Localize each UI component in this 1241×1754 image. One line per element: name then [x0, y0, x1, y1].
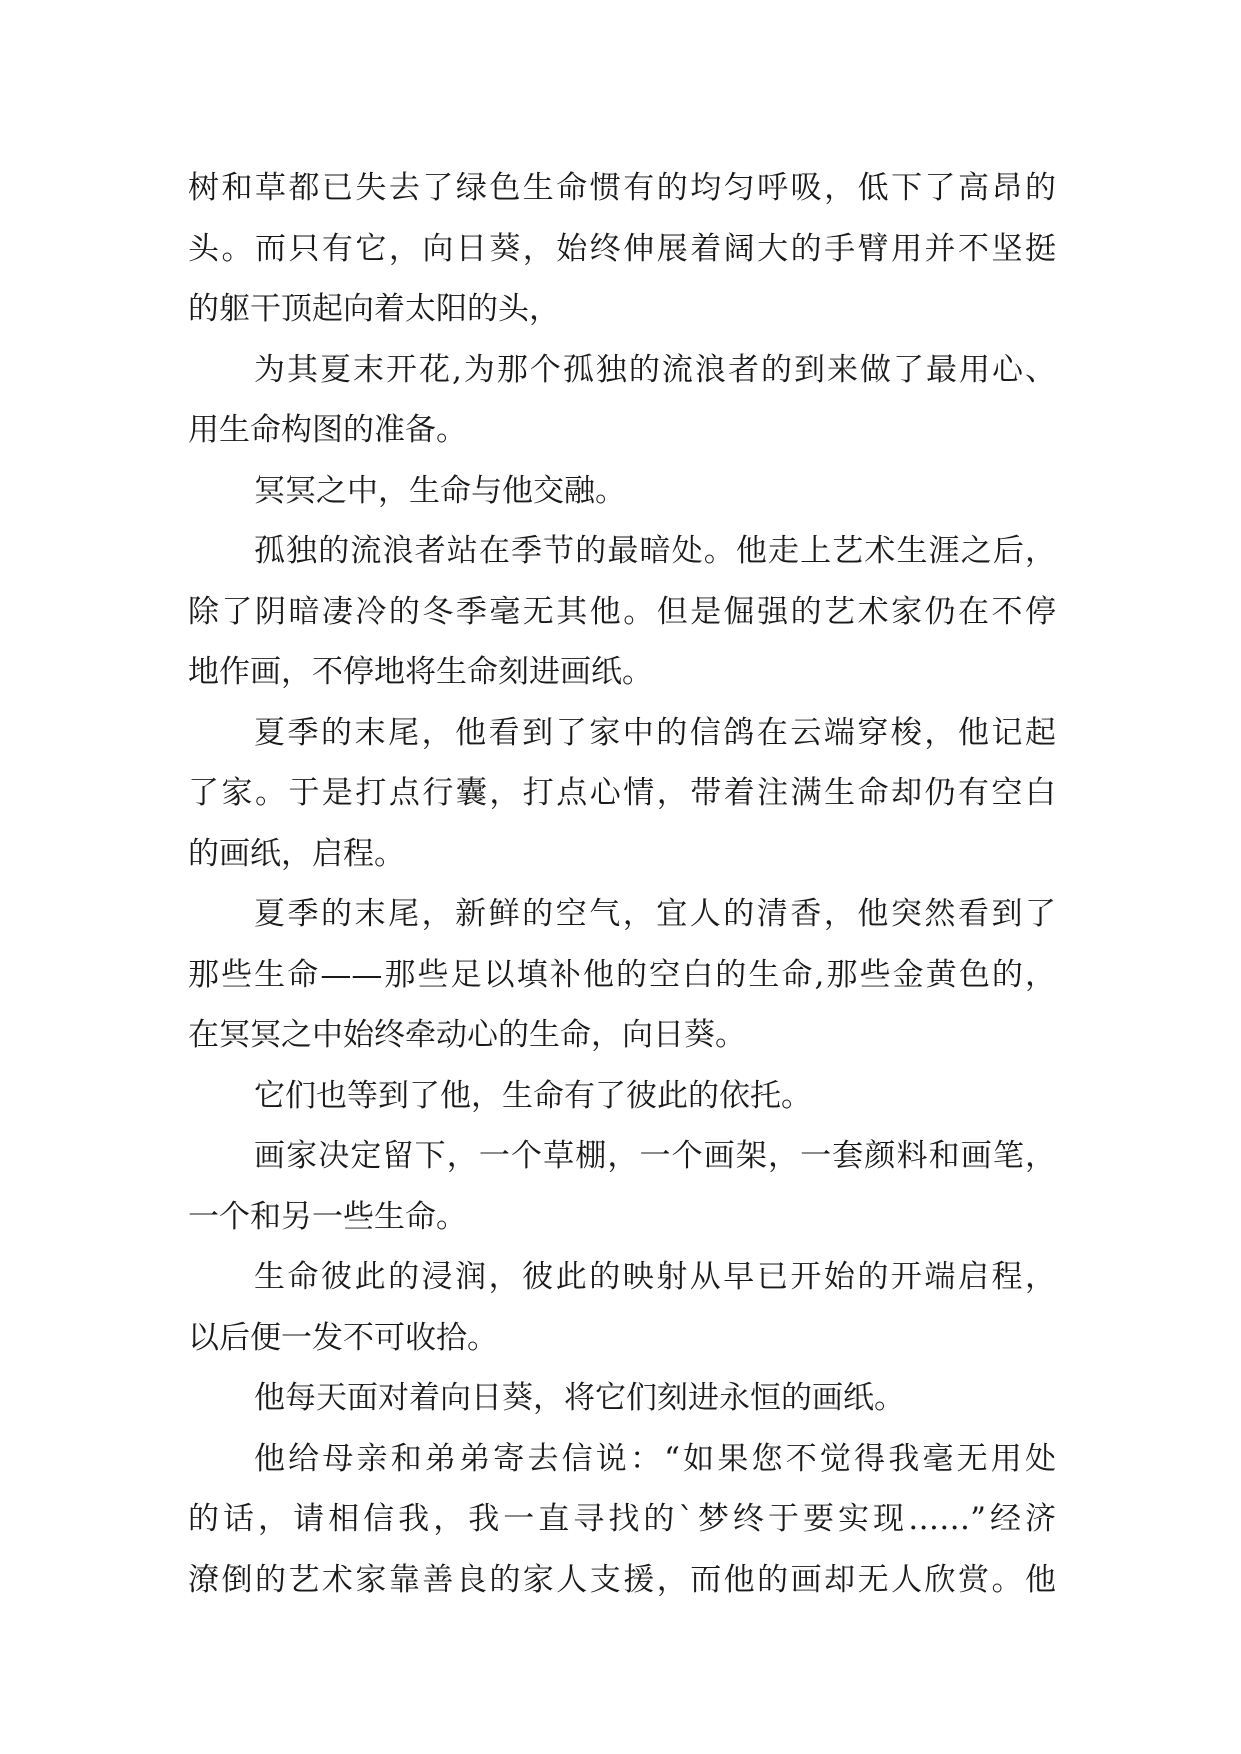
- document-body: [188, 158, 1056, 1610]
- text-line: 以后便一发不可收拾。: [188, 1319, 498, 1356]
- text-line: 树和草都已失去了绿色生命惯有的均匀呼吸，低下了高昂的: [188, 170, 1056, 206]
- text-line: 夏季的末尾，新鲜的空气，宜人的清香，他突然看到了: [254, 896, 1056, 932]
- text-line: 用生命构图的准备。: [188, 412, 467, 448]
- text-line: 冥冥之中，生命与他交融。: [254, 472, 626, 509]
- text-line: 在冥冥之中始终牵动心的生命，向日葵。: [188, 1017, 746, 1053]
- text-line: 画家决定留下，一个草棚，一个画架，一套颜料和画笔，: [254, 1138, 1056, 1174]
- text-line: 的话，请相信我，我一直寻找的`梦终于要实现……”经济: [188, 1501, 1056, 1537]
- text-line: 夏季的末尾，他看到了家中的信鸽在云端穿梭，他记起: [254, 714, 1056, 751]
- text-line: 那些生命——那些足以填补他的空白的生命,那些金黄色的，: [188, 956, 1056, 993]
- text-line: 地作画，不停地将生命刻进画纸。: [188, 654, 653, 690]
- text-line: 为其夏末开花,为那个孤独的流浪者的到来做了最用心、: [254, 351, 1056, 388]
- text-line: 孤独的流浪者站在季节的最暗处。他走上艺术生涯之后，: [254, 533, 1056, 569]
- text-line: 的躯干顶起向着太阳的头，: [188, 291, 560, 327]
- text-line: 它们也等到了他，生命有了彼此的依托。: [254, 1077, 812, 1114]
- text-line: 头。而只有它，向日葵，始终伸展着阔大的手臂用并不坚挺: [188, 230, 1056, 267]
- text-line: 他每天面对着向日葵，将它们刻进永恒的画纸。: [254, 1380, 905, 1416]
- text-line: 了家。于是打点行囊，打点心情，带着注满生命却仍有空白: [188, 775, 1056, 811]
- text-line: 除了阴暗凄冷的冬季毫无其他。但是倔强的艺术家仍在不停: [188, 593, 1056, 630]
- text-line: 的画纸，启程。: [188, 835, 405, 872]
- text-line: 一个和另一些生命。: [188, 1198, 467, 1235]
- text-line: 他给母亲和弟弟寄去信说：“如果您不觉得我毫无用处: [254, 1440, 1056, 1477]
- text-line: 潦倒的艺术家靠善良的家人支援，而他的画却无人欣赏。他: [188, 1561, 1056, 1598]
- text-line: 生命彼此的浸润，彼此的映射从早已开始的开端启程，: [254, 1259, 1056, 1295]
